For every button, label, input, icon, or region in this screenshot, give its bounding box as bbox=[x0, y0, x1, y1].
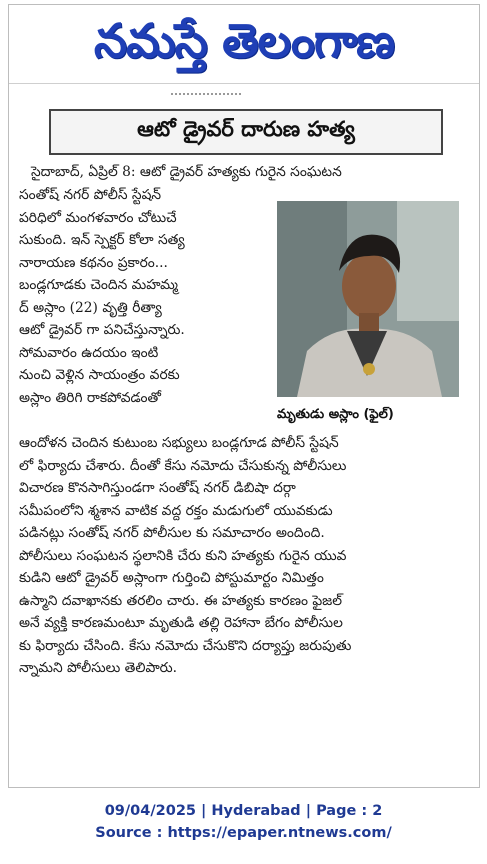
article-line: నారాయణ కథనం ప్రకారం... bbox=[19, 254, 168, 271]
article-line: సుకుంది. ఇన్ స్పెక్టర్ కోలా సత్య bbox=[19, 232, 185, 248]
cropped-text-fragment bbox=[171, 93, 241, 101]
article-line: సైదాబాద్, ఏప్రిల్ 8: ఆటో డ్రైవర్ హత్యకు గురైన సంఘటన bbox=[31, 164, 342, 180]
article-line: లో ఫిర్యాదు చేశారు. దీంతో కేసు నమోదు చేసుకున్న పోలీసులు bbox=[19, 457, 347, 474]
article-line: ద్ అస్లాం (22) వృత్తి రీత్యా bbox=[19, 299, 162, 316]
article-line: సోమవారం ఉదయం ఇంటి bbox=[19, 344, 159, 361]
footer-date-line: 09/04/2025 | Hyderabad | Page : 2 bbox=[104, 803, 383, 819]
masthead-title: నమస్తే తెలంగాణ bbox=[94, 13, 394, 69]
article-line: న్నామని పోలీసులు తెలిపారు. bbox=[19, 660, 178, 676]
masthead-divider bbox=[9, 83, 479, 84]
article-line: కు ఫిర్యాదు చేసింది. కేసు నమోదు చేసుకొని దర్యాప్తు జరుపుతు bbox=[19, 637, 352, 654]
article-line: అస్లాం తిరిగి రాకపోవడంతో bbox=[19, 389, 162, 406]
article-body-top bbox=[19, 161, 467, 184]
article-line: ఆందోళన చెందిన కుటుంబ సభ్యులు బండ్లగూడ పోలీస్ స్టేషన్ bbox=[19, 435, 339, 451]
article-line: నుంచి వెళ్లిన సాయంత్రం వరకు bbox=[19, 367, 180, 383]
victim-photo-image bbox=[277, 201, 459, 397]
newspaper-clipping bbox=[8, 4, 480, 788]
article-line: ఆటో డ్రైవర్ గా పనిచేస్తున్నారు. bbox=[19, 322, 185, 338]
source-footer bbox=[0, 800, 487, 844]
article-line: సమీపంలోని శ్మశాన వాటిక వద్ద రక్తం మడుగులో యువకుడు bbox=[19, 502, 333, 519]
article-body-bottom bbox=[19, 432, 467, 680]
article-line: పరిధిలో మంగళవారం చోటుచే bbox=[19, 209, 177, 226]
article-line: పోలీసులు సంఘటన స్థలానికి చేరు కుని హత్యకు గురైన యువ bbox=[19, 547, 347, 564]
article-headline-box bbox=[49, 109, 443, 155]
photo-caption: మృతుడు అస్లాం (ఫైల్) bbox=[277, 407, 394, 422]
article-line: సంతోష్ నగర్ పోలీస్ స్టేషన్ bbox=[19, 187, 162, 203]
article-line: ఉస్మాని దవాఖానకు తరలిం చారు. ఈ హత్యకు కారణం ఫైజల్ bbox=[19, 592, 343, 609]
article-line: అనే వ్యక్తి కారణమంటూ మృతుడి తల్లి రెహానా బేగం పోలీసుల bbox=[19, 615, 343, 631]
masthead bbox=[9, 5, 479, 77]
article-line: బండ్లగూడకు చెందిన మహమ్మ bbox=[19, 277, 178, 293]
article-line: విచారణ కొనసాగిస్తుండగా సంతోష్ నగర్ డిబిషా దర్గా bbox=[19, 480, 296, 496]
article-headline: ఆటో డ్రైవర్ దారుణ హత్య bbox=[137, 117, 355, 141]
victim-photo bbox=[277, 201, 459, 397]
article-body-narrow bbox=[19, 184, 261, 409]
article-line: కుడిని ఆటో డ్రైవర్ అస్లాంగా గుర్తించి పోస్టుమార్టం నిమిత్తం bbox=[19, 570, 324, 586]
footer-source-link[interactable]: Source : https://epaper.ntnews.com/ bbox=[95, 825, 392, 841]
article-line: పడినట్లు సంతోష్ నగర్ పోలీసుల కు సమాచారం అందింది. bbox=[19, 525, 325, 541]
